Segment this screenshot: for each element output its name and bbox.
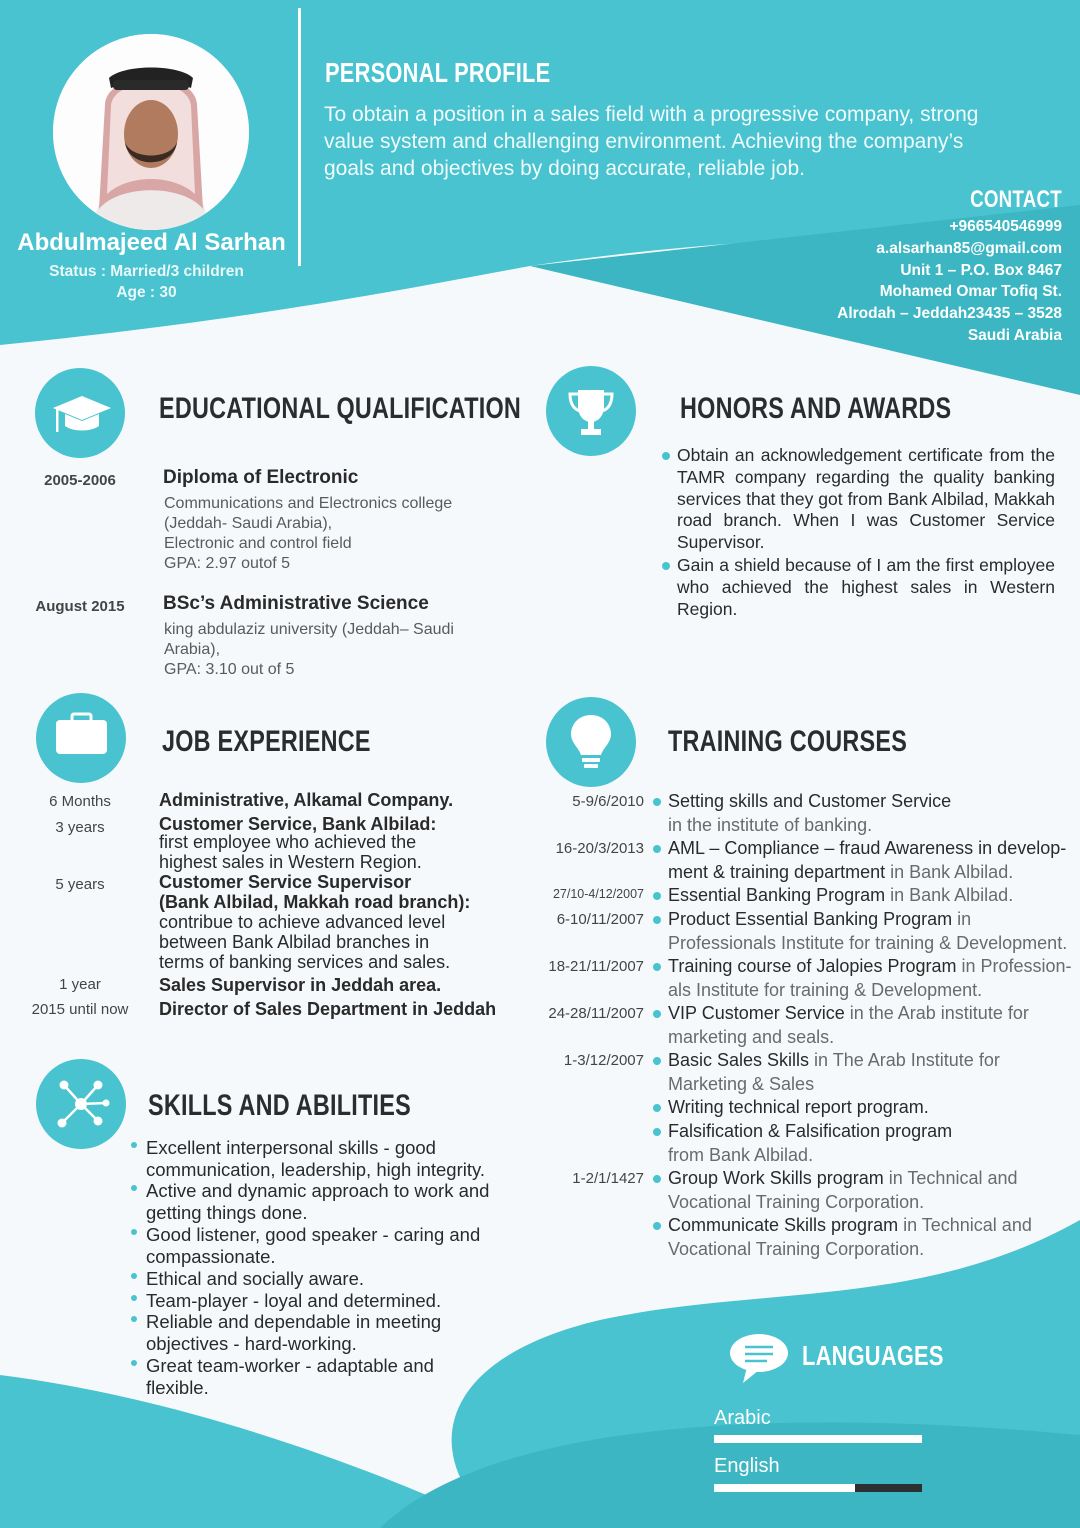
job-icon-circle [36, 693, 126, 783]
training-icon-circle [546, 697, 636, 787]
education-details: Communications and Electronics college (Jeddah- Saudi Arabia), Electronic and control field GPA: 2.97 outof 5 [164, 495, 453, 572]
training-date: 1-3/12/2007 [563, 1052, 644, 1069]
training-date: 5-9/6/2010 [572, 793, 644, 810]
contact-title: CONTACT [970, 186, 1062, 213]
skill-bullet [131, 1273, 137, 1279]
skill-line: Reliable and dependable in meeting [146, 1311, 442, 1332]
contact-address-line: Unit 1 – P.O. Box 8467 [900, 261, 1062, 279]
honors-title: HONORS AND AWARDS [680, 392, 952, 425]
training-name: Essential Banking Program [668, 885, 886, 905]
profile-photo [53, 34, 249, 230]
language-bar [714, 1435, 922, 1443]
skill-item [146, 1311, 526, 1354]
job-description: contribue to achieve advanced level between Bank Albilad branches in terms of banking services and sales. [159, 912, 451, 972]
training-item [668, 955, 1080, 1002]
education-title: EDUCATIONAL QUALIFICATION [159, 392, 522, 425]
training-item [668, 1167, 1080, 1214]
skill-line: getting things done. [146, 1201, 308, 1223]
job-title: JOB EXPERIENCE [162, 725, 371, 758]
training-date: 24-28/11/2007 [548, 1005, 644, 1022]
skill-line: Good listener, good speaker - caring and [146, 1224, 481, 1245]
training-detail: from Bank Albilad. [668, 1144, 814, 1165]
training-name: Setting skills and Customer Service [668, 791, 952, 811]
graduation-cap-icon [35, 368, 125, 458]
training-item [668, 790, 1080, 837]
training-name: AML – Compliance – fraud Awareness in develop- [668, 838, 1067, 858]
training-date: 16-20/3/2013 [555, 840, 644, 857]
training-item [668, 1002, 1080, 1049]
training-detail: in the Arab institute for [844, 1003, 1029, 1023]
education-icon-circle [35, 368, 125, 458]
training-bullet [653, 1104, 661, 1112]
contact-address-line: Mohamed Omar Tofiq St. [879, 283, 1062, 301]
training-item [668, 1096, 1080, 1120]
skill-item [146, 1355, 526, 1398]
lightbulb-icon [546, 697, 636, 787]
job-role-detail: (Bank Albilad, Makkah road branch): [159, 892, 471, 912]
job-period: 5 years [55, 876, 105, 893]
skill-bullet [131, 1316, 137, 1322]
training-detail: Vocational Training Corporation. [668, 1238, 925, 1259]
languages-title: LANGUAGES [802, 1340, 944, 1371]
training-bullet [653, 1057, 661, 1065]
training-detail: in Technical and [898, 1215, 1032, 1235]
language-name: Arabic [714, 1407, 771, 1429]
job-period: 6 Months [49, 793, 111, 810]
training-detail: in Profession- [956, 956, 1072, 976]
profile-line: To obtain a position in a sales field with a progressive company, strong [324, 103, 979, 126]
honors-bullet [662, 562, 670, 570]
skill-bullet [131, 1295, 137, 1301]
network-icon [36, 1059, 126, 1149]
contact-email[interactable]: a.alsarhan85@gmail.com [876, 239, 1062, 257]
training-item [668, 837, 1080, 884]
training-date: 1-2/1/1427 [572, 1170, 644, 1187]
profile-line: value system and challenging environment. Achieving the company’s [324, 130, 964, 153]
training-name: Communicate Skills program [668, 1215, 899, 1235]
training-bullet [653, 1128, 661, 1136]
profile-line: goals and objectives by doing accurate, reliable job. [324, 157, 805, 180]
skill-bullet [131, 1360, 137, 1366]
job-period: 3 years [55, 819, 105, 836]
contact-country: Saudi Arabia [967, 326, 1062, 344]
language-bar-fill [714, 1484, 855, 1492]
training-item [668, 1120, 1080, 1167]
job-period: 2015 until now [31, 1001, 129, 1018]
contact-address-line: Alrodah – Jeddah23435 – 3528 [837, 305, 1062, 323]
marital-status: Status : Married/3 children [49, 263, 244, 280]
skill-line: Ethical and socially aware. [146, 1268, 364, 1289]
training-detail: in the institute of banking. [668, 814, 873, 835]
job-period: 1 year [59, 976, 101, 993]
education-degree: Diploma of Electronic [163, 467, 359, 488]
language-bar [714, 1484, 922, 1492]
skills-icon-circle [36, 1059, 126, 1149]
training-date: 6-10/11/2007 [556, 911, 644, 928]
contact-phone[interactable]: +966540546999 [949, 218, 1062, 235]
language-bar-fill [714, 1435, 922, 1443]
personal-profile-title: PERSONAL PROFILE [325, 57, 551, 88]
skill-line: objectives - hard-working. [146, 1332, 357, 1354]
honors-bullet [662, 452, 670, 460]
skill-item [146, 1137, 526, 1180]
training-name: Training course of Jalopies Program [668, 956, 957, 976]
language-name: English [714, 1455, 780, 1477]
skill-item [146, 1180, 526, 1223]
training-name: ment & training department [668, 861, 886, 882]
skill-line: compassionate. [146, 1245, 276, 1267]
training-detail: als Institute for training & Development. [668, 979, 983, 1000]
training-bullet [653, 845, 661, 853]
training-detail: in The Arab Institute for [809, 1050, 1000, 1070]
speech-bubble-icon [729, 1333, 789, 1385]
skill-item [146, 1290, 526, 1312]
skill-line: Excellent interpersonal skills - good [146, 1137, 436, 1158]
training-date: 27/10-4/12/2007 [552, 887, 644, 901]
profile-text [324, 101, 1064, 182]
training-name: Group Work Skills program [668, 1168, 884, 1188]
skill-line: Team-player - loyal and determined. [146, 1290, 442, 1311]
training-detail: in Bank Albilad. [885, 861, 1014, 882]
training-detail: Marketing & Sales [668, 1073, 815, 1094]
education-degree: BSc’s Administrative Science [163, 593, 429, 614]
job-role: Customer Service, Bank Albilad: [159, 814, 437, 834]
training-detail: marketing and seals. [668, 1026, 835, 1047]
honors-item: Obtain an acknowledgement certificate from the TAMR company regarding the quality banking services that they got from Bank Albilad, Makkah road branch. When I was Customer Service Supervisor. [677, 445, 1055, 553]
training-detail: Professionals Institute for training & Development. [668, 932, 1068, 953]
training-item [668, 884, 1080, 908]
skill-bullet [131, 1229, 137, 1235]
job-role: Director of Sales Department in Jeddah [159, 999, 497, 1019]
training-name: VIP Customer Service [668, 1003, 845, 1023]
job-role: Administrative, Alkamal Company. [159, 790, 454, 810]
job-role: Sales Supervisor in Jeddah area. [159, 975, 442, 995]
job-description: first employee who achieved the highest sales in Western Region. [159, 832, 422, 872]
languages-icon-wrap [729, 1333, 789, 1385]
skill-bullet [131, 1185, 137, 1191]
training-item [668, 1049, 1080, 1096]
training-bullet [653, 963, 661, 971]
training-name: Writing technical report program. [668, 1097, 929, 1117]
skill-line: Active and dynamic approach to work and [146, 1180, 490, 1201]
skill-line: communication, leadership, high integrity. [146, 1158, 485, 1180]
education-date: 2005-2006 [44, 472, 116, 489]
training-item [668, 908, 1080, 955]
trophy-icon [546, 366, 636, 456]
training-title: TRAINING COURSES [668, 725, 908, 758]
training-detail: in [952, 909, 972, 929]
training-bullet [653, 1010, 661, 1018]
education-details: king abdulaziz university (Jeddah– Saudi Arabia), GPA: 3.10 out of 5 [164, 621, 454, 678]
person-photo [53, 34, 249, 230]
training-name: Product Essential Banking Program [668, 909, 953, 929]
honors-icon-circle [546, 366, 636, 456]
briefcase-icon [36, 693, 126, 783]
skill-item [146, 1224, 526, 1267]
contact-block [837, 186, 1062, 347]
training-bullet [653, 1175, 661, 1183]
skill-line: Great team-worker - adaptable and [146, 1355, 434, 1376]
full-name: Abdulmajeed Al Sarhan [17, 229, 286, 256]
training-bullet [653, 798, 661, 806]
education-date: August 2015 [35, 598, 125, 615]
training-detail: Vocational Training Corporation. [668, 1191, 925, 1212]
training-name: Basic Sales Skills [668, 1050, 810, 1070]
training-detail: in Bank Albilad. [885, 885, 1014, 905]
skill-line: flexible. [146, 1376, 209, 1398]
honors-item: Gain a shield because of I am the first employee who achieved the highest sales in Western Region. [677, 555, 1055, 619]
header-divider [298, 8, 301, 266]
training-bullet [653, 916, 661, 924]
skill-bullet [131, 1142, 137, 1148]
skills-title: SKILLS AND ABILITIES [148, 1089, 411, 1122]
training-detail: in Technical and [883, 1168, 1018, 1188]
training-name: Falsification & Falsification program [668, 1121, 953, 1141]
training-bullet [653, 892, 661, 900]
job-role: Customer Service Supervisor [159, 872, 412, 892]
training-bullet [653, 1222, 661, 1230]
training-date: 18-21/11/2007 [548, 958, 644, 975]
training-item [668, 1214, 1080, 1261]
age: Age : 30 [116, 284, 177, 301]
skill-item [146, 1268, 526, 1290]
